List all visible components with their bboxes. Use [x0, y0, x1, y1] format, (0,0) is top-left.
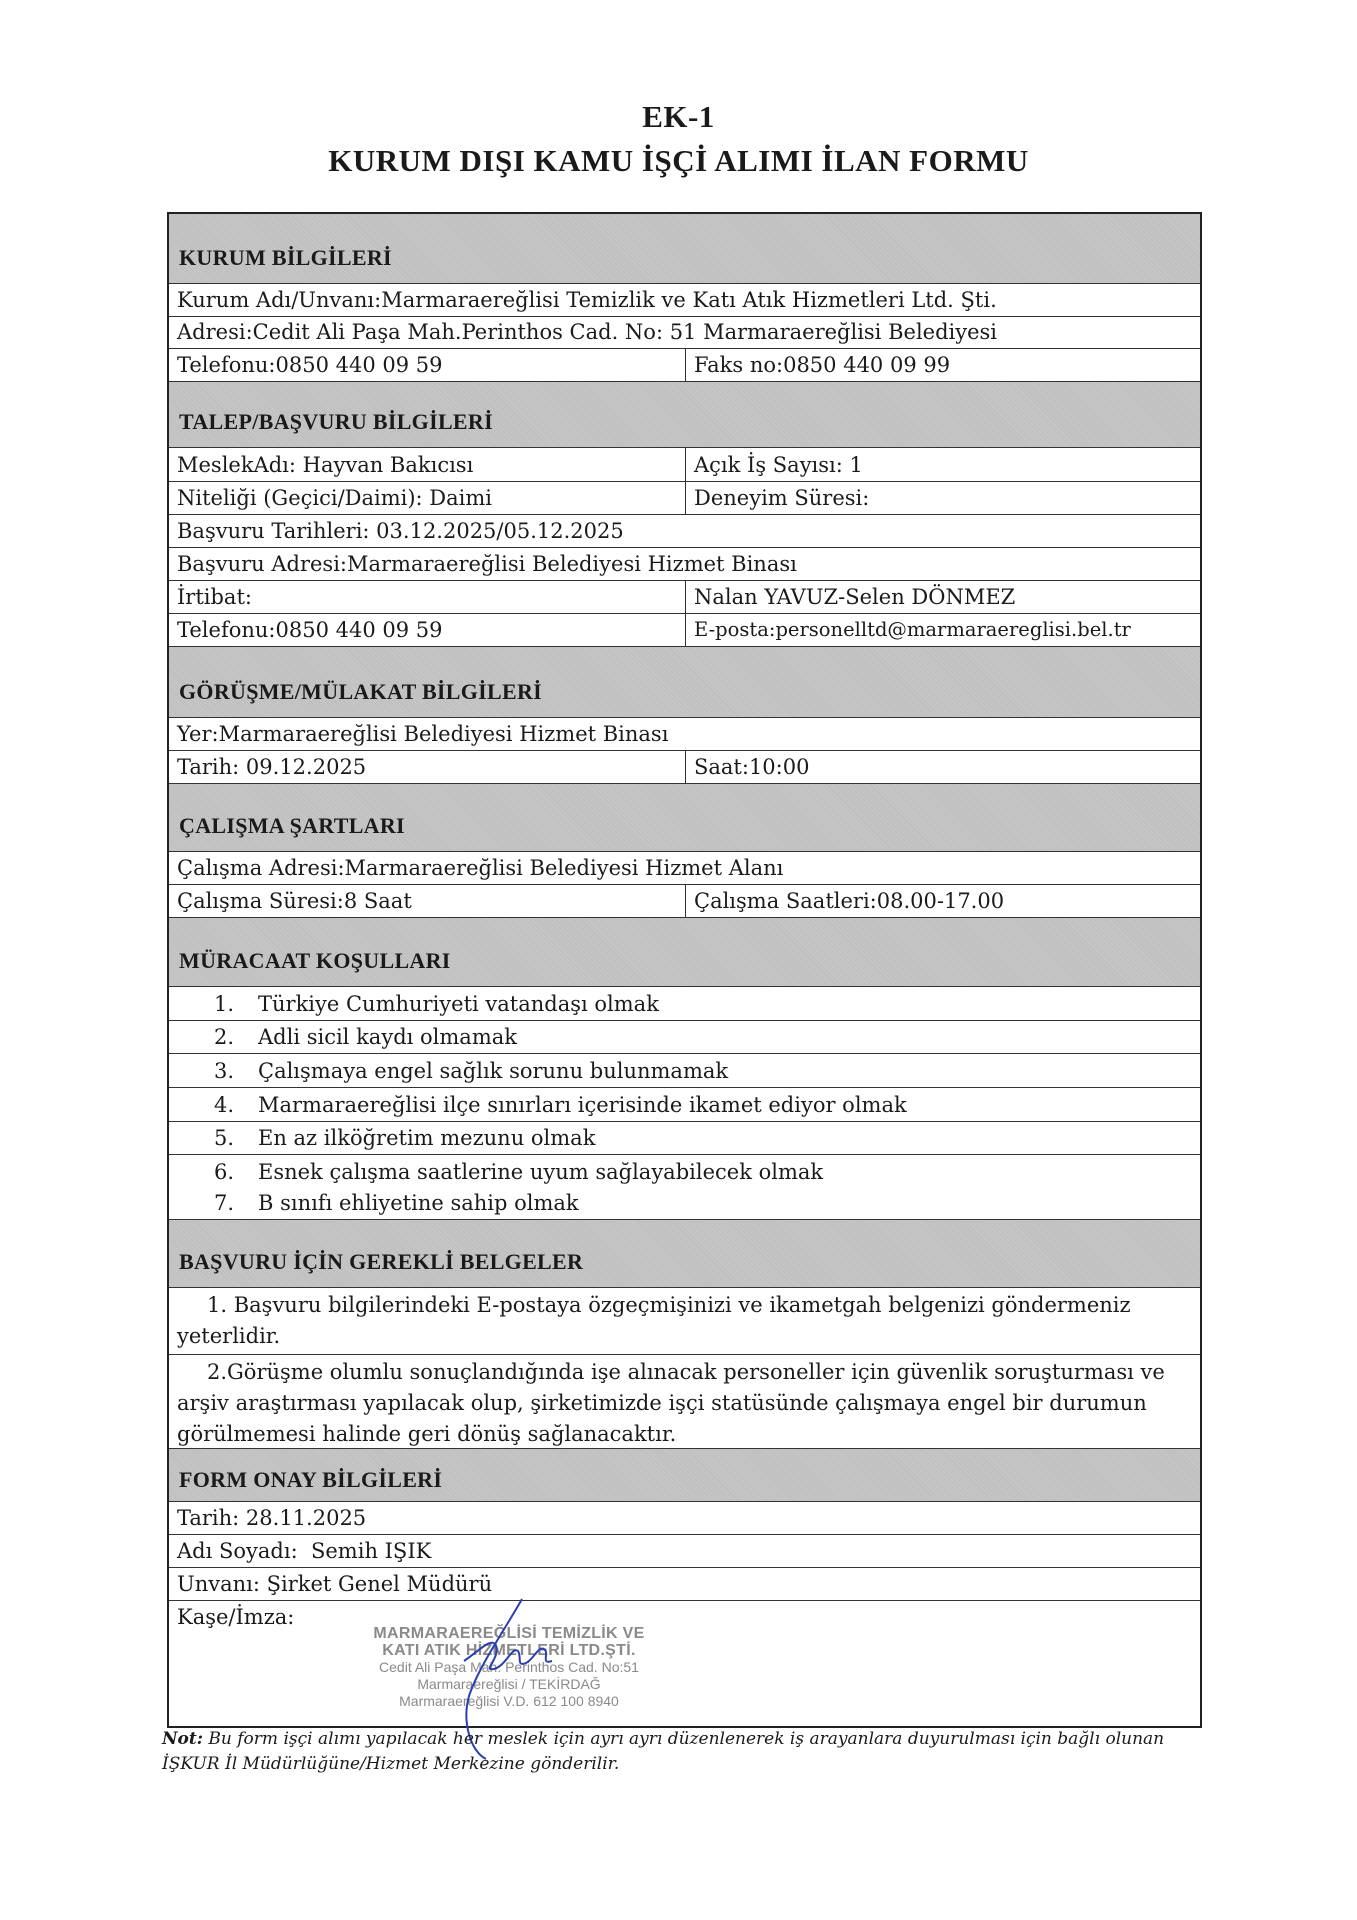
job-nature: Niteliği (Geçici/Daimi): Daimi [169, 482, 686, 514]
profession-name: MeslekAdı: Hayvan Bakıcısı [169, 448, 686, 481]
footnote [162, 1727, 1207, 1777]
requirement-item [169, 1155, 1200, 1188]
item-number: 1. [214, 992, 235, 1016]
requirement-item [169, 1088, 1200, 1122]
talep-contact-row [169, 581, 1200, 614]
approver-title: Unvanı: Şirket Genel Müdürü [177, 1572, 493, 1596]
interview-date: Tarih: 09.12.2025 [169, 751, 686, 783]
requirement-item [169, 1021, 1200, 1054]
section-muracaat-header [169, 918, 1200, 987]
onay-title-row [169, 1568, 1200, 1601]
talep-dates-row [169, 515, 1200, 548]
kurum-name-row [169, 284, 1200, 317]
form-title: KURUM DIŞI KAMU İŞÇİ ALIMI İLAN FORMU [328, 143, 1029, 178]
requirement-item [169, 1188, 1200, 1220]
interview-place: Yer:Marmaraereğlisi Belediyesi Hizmet Binası [177, 722, 669, 746]
item-text: En az ilköğretim mezunu olmak [258, 1126, 596, 1150]
contact-label: İrtibat: [169, 581, 686, 613]
section-onay-header [169, 1449, 1200, 1502]
onay-date-row [169, 1502, 1200, 1535]
section-kurum-header [169, 214, 1200, 284]
section-gorusme-header [169, 647, 1200, 718]
note-text: Bu form işçi alımı yapılacak her meslek için ayrı ayrı düzenlenerek iş arayanlara duyurulması için bağlı olunan İŞKUR İl Müdürlüğüne/Hizmet Merkezine gönderilir. [162, 1729, 1165, 1774]
talep-address-row [169, 548, 1200, 581]
talep-profession-row [169, 448, 1200, 482]
item-number: 5. [214, 1126, 235, 1150]
item-text: Türkiye Cumhuriyeti vatandaşı olmak [258, 992, 659, 1016]
section-title: KURUM BİLGİLERİ [179, 245, 392, 270]
kurum-contact-row [169, 349, 1200, 382]
open-job-count: Açık İş Sayısı: 1 [694, 453, 863, 477]
kurum-address-row [169, 317, 1200, 349]
note-label: Not: [162, 1729, 204, 1749]
item-text: Marmaraereğlisi ilçe sınırları içerisinde ikamet ediyor olmak [258, 1093, 907, 1117]
item-text: B sınıfı ehliyetine sahip olmak [258, 1191, 579, 1215]
contact-names: Nalan YAVUZ-Selen DÖNMEZ [694, 585, 1016, 609]
document-text: 1. Başvuru bilgilerindeki E-postaya özgeçmişinizi ve ikametgah belgenizi göndermeniz yeterlidir. [177, 1293, 1131, 1348]
document-requirement [169, 1355, 1200, 1449]
section-title: ÇALIŞMA ŞARTLARI [179, 813, 405, 838]
calisma-address-row [169, 852, 1200, 885]
institution-name: Kurum Adı/Unvanı:Marmaraereğlisi Temizlik ve Katı Atık Hizmetleri Ltd. Şti. [177, 288, 997, 312]
annex-code: EK-1 [642, 99, 715, 134]
section-title: BAŞVURU İÇİN GEREKLİ BELGELER [179, 1249, 584, 1274]
work-hours: Çalışma Saatleri:08.00-17.00 [694, 889, 1005, 913]
gorusme-place-row [169, 718, 1200, 751]
section-belgeler-header [169, 1220, 1200, 1288]
application-dates: Başvuru Tarihleri: 03.12.2025/05.12.2025 [177, 519, 624, 543]
talep-nature-row [169, 482, 1200, 515]
item-text: Çalışmaya engel sağlık sorunu bulunmamak [258, 1059, 729, 1083]
stamp-signature-row [169, 1601, 1200, 1726]
approver-name: Adı Soyadı: Semih IŞIK [177, 1539, 432, 1563]
work-duration: Çalışma Süresi:8 Saat [169, 885, 686, 917]
announcement-form-table [167, 212, 1202, 1728]
item-number: 2. [214, 1025, 235, 1049]
item-number: 6. [214, 1160, 235, 1184]
section-talep-header [169, 382, 1200, 448]
requirement-item [169, 1054, 1200, 1088]
application-address: Başvuru Adresi:Marmaraereğlisi Belediyesi Hizmet Binası [177, 552, 797, 576]
institution-fax: Faks no:0850 440 09 99 [694, 353, 951, 377]
section-title: FORM ONAY BİLGİLERİ [179, 1467, 443, 1492]
application-email[interactable]: E-posta:personelltd@marmaraereglisi.bel.tr [694, 618, 1131, 641]
interview-time: Saat:10:00 [694, 755, 810, 779]
talep-phone-row [169, 614, 1200, 647]
requirement-item [169, 987, 1200, 1021]
calisma-hours-row [169, 885, 1200, 918]
item-text: Adli sicil kaydı olmamak [258, 1025, 517, 1049]
gorusme-datetime-row [169, 751, 1200, 784]
experience-duration: Deneyim Süresi: [694, 486, 870, 510]
institution-phone: Telefonu:0850 440 09 59 [169, 349, 686, 381]
item-text: Esnek çalışma saatlerine uyum sağlayabilecek olmak [258, 1160, 824, 1184]
company-stamp: MARMARAEREĞLİSİ TEMİZLİK VE KATI ATIK HİZMETLERİ LTD.ŞTİ. Cedit Ali Paşa Mah. Perinthos Cad. No:51 Marmaraereğlisi / TEKİRDAĞ Marmaraereğlisi V.D. 612 100 8940 [373, 1625, 645, 1709]
onay-name-row [169, 1535, 1200, 1568]
stamp-signature-label: Kaşe/İmza: [177, 1605, 295, 1629]
item-number: 7. [214, 1191, 235, 1215]
document-requirement [169, 1288, 1200, 1355]
requirement-item [169, 1122, 1200, 1155]
approval-date: Tarih: 28.11.2025 [177, 1506, 367, 1530]
item-number: 3. [214, 1059, 235, 1083]
document-text: 2.Görüşme olumlu sonuçlandığında işe alınacak personeller için güvenlik soruşturması ve arşiv araştırması yapılacak olup, şirketimizde işçi statüsünde çalışmaya engel bir durumun görülmemesi halinde geri dönüş sağlanacaktır. [177, 1360, 1165, 1446]
document-title [0, 95, 1357, 183]
section-calisma-header [169, 784, 1200, 852]
section-title: TALEP/BAŞVURU BİLGİLERİ [179, 409, 493, 434]
section-title: MÜRACAAT KOŞULLARI [179, 948, 451, 973]
institution-address: Adresi:Cedit Ali Paşa Mah.Perinthos Cad. No: 51 Marmaraereğlisi Belediyesi [177, 320, 998, 344]
application-phone: Telefonu:0850 440 09 59 [169, 614, 686, 646]
work-address: Çalışma Adresi:Marmaraereğlisi Belediyesi Hizmet Alanı [177, 856, 784, 880]
item-number: 4. [214, 1093, 235, 1117]
section-title: GÖRÜŞME/MÜLAKAT BİLGİLERİ [179, 679, 543, 704]
